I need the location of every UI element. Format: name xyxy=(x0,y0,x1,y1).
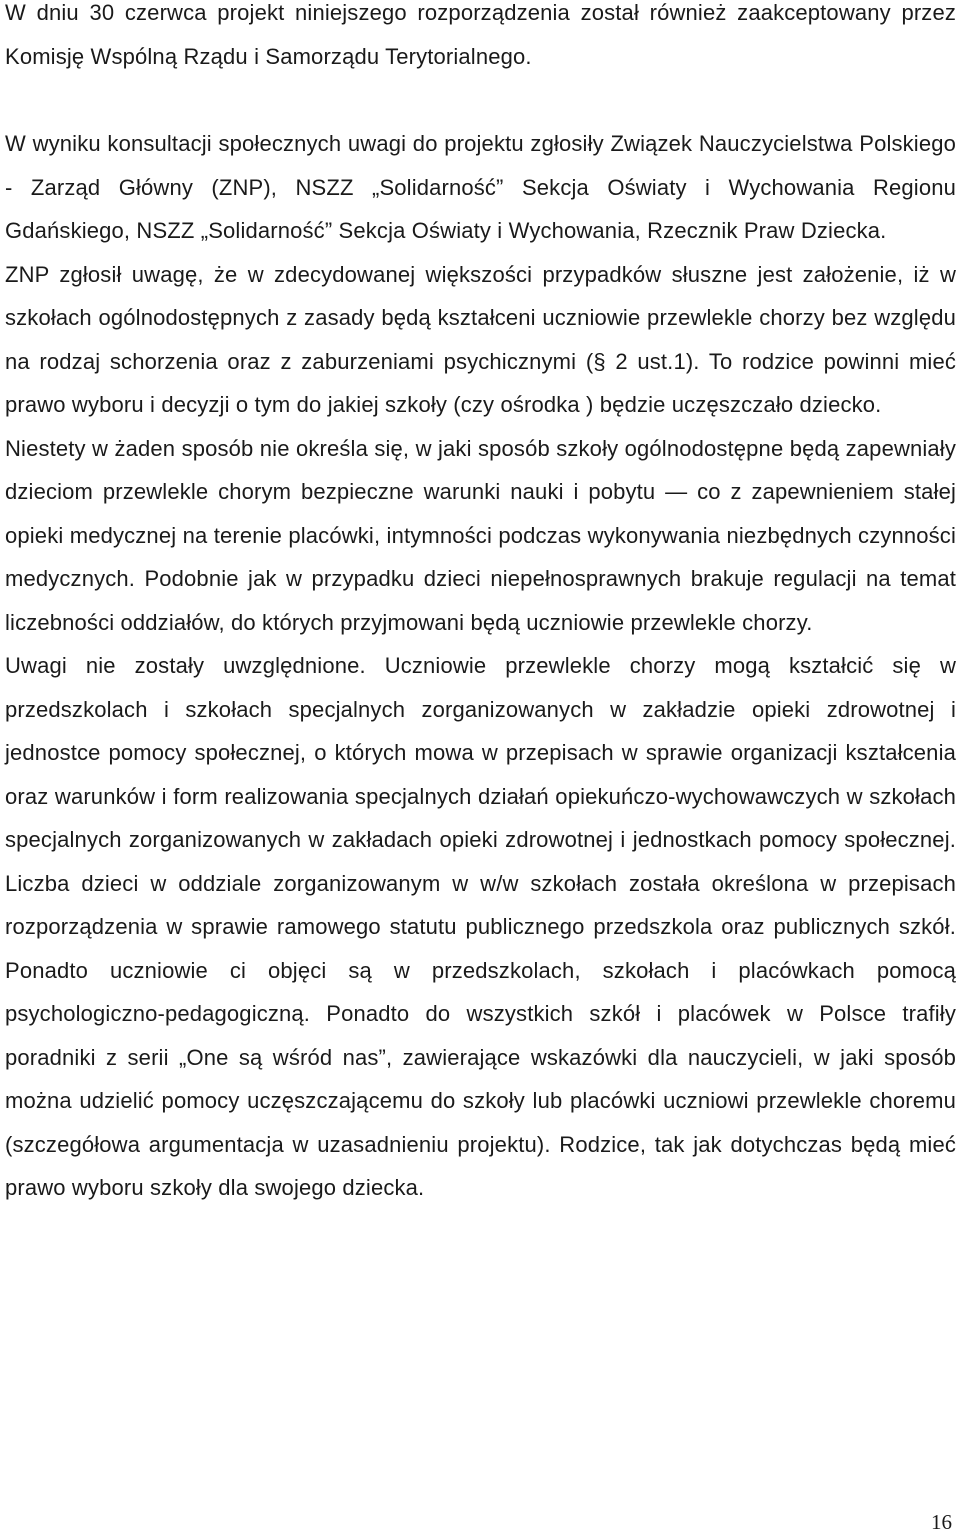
paragraph-approval: W dniu 30 czerwca projekt niniejszego rozporządzenia został również zaakceptowany przez Komisję Wspólną Rządu i Samorządu Terytorialnego. xyxy=(5,0,956,69)
document-page xyxy=(5,0,956,1210)
paragraph-response: Uwagi nie zostały uwzględnione. Uczniowie przewlekle chorzy mogą kształcić się w przedszkolach i szkołach specjalnych zorganizowanych w zakładzie opieki zdrowotnej i jednostce pomocy społecznej, o których mowa w przepisach w sprawie organizacji kształcenia oraz warunków i form realizowania specjalnych działań opiekuńczo-wychowawczych w szkołach specjalnych zorganizowanych w zakładach opieki zdrowotnej i jednostkach pomocy społecznej. Liczba dzieci w oddziale zorganizowanym w w/w szkołach została określona w przepisach rozporządzenia w sprawie ramowego statutu publicznego przedszkola oraz publicznych szkół. Ponadto uczniowie ci objęci są w przedszkolach, szkołach i placówkach pomocą psychologiczno-pedagogiczną. Ponadto do wszystkich szkół i placówek w Polsce trafiły poradniki z serii „One są wśród nas”, zawierające wskazówki dla nauczycieli, w jaki sposób można udzielić pomocy uczęszczającemu do szkoły lub placówki uczniowi przewlekle choremu (szczegółowa argumentacja w uzasadnieniu projektu). Rodzice, tak jak dotychczas będą mieć prawo wyboru szkoły dla swojego dziecka. xyxy=(5,653,956,1200)
paragraph-consultation: W wyniku konsultacji społecznych uwagi do projektu zgłosiły Związek Nauczycielstwa Polskiego - Zarząd Główny (ZNP), NSZZ „Solidarność” Sekcja Oświaty i Wychowania Regionu Gdańskiego, NSZZ „Solidarność” Sekcja Oświaty i Wychowania, Rzecznik Praw Dziecka. xyxy=(5,131,956,243)
page-number: 16 xyxy=(931,1510,952,1534)
paragraph-znp-remark: ZNP zgłosił uwagę, że w zdecydowanej większości przypadków słuszne jest założenie, iż w szkołach ogólnodostępnych z zasady będą kształceni uczniowie przewlekle chorzy bez względu na rodzaj schorzenia oraz z zaburzeniami psychicznymi (§ 2 ust.1). To rodzice powinni mieć prawo wyboru i decyzji o tym do jakiej szkoły (czy ośrodka ) będzie uczęszczało dziecko. xyxy=(5,261,956,417)
paragraph-concerns: Niestety w żaden sposób nie określa się, w jaki sposób szkoły ogólnodostępne będą zapewniały dzieciom przewlekle chorym bezpieczne warunki nauki i pobytu — co z zapewnieniem stałej opieki medycznej na terenie placówki, intymności podczas wykonywania niezbędnych czynności medycznych. Podobnie jak w przypadku dzieci niepełnosprawnych brakuje regulacji na temat liczebności oddziałów, do których przyjmowani będą uczniowie przewlekle chorzy. xyxy=(5,435,956,635)
